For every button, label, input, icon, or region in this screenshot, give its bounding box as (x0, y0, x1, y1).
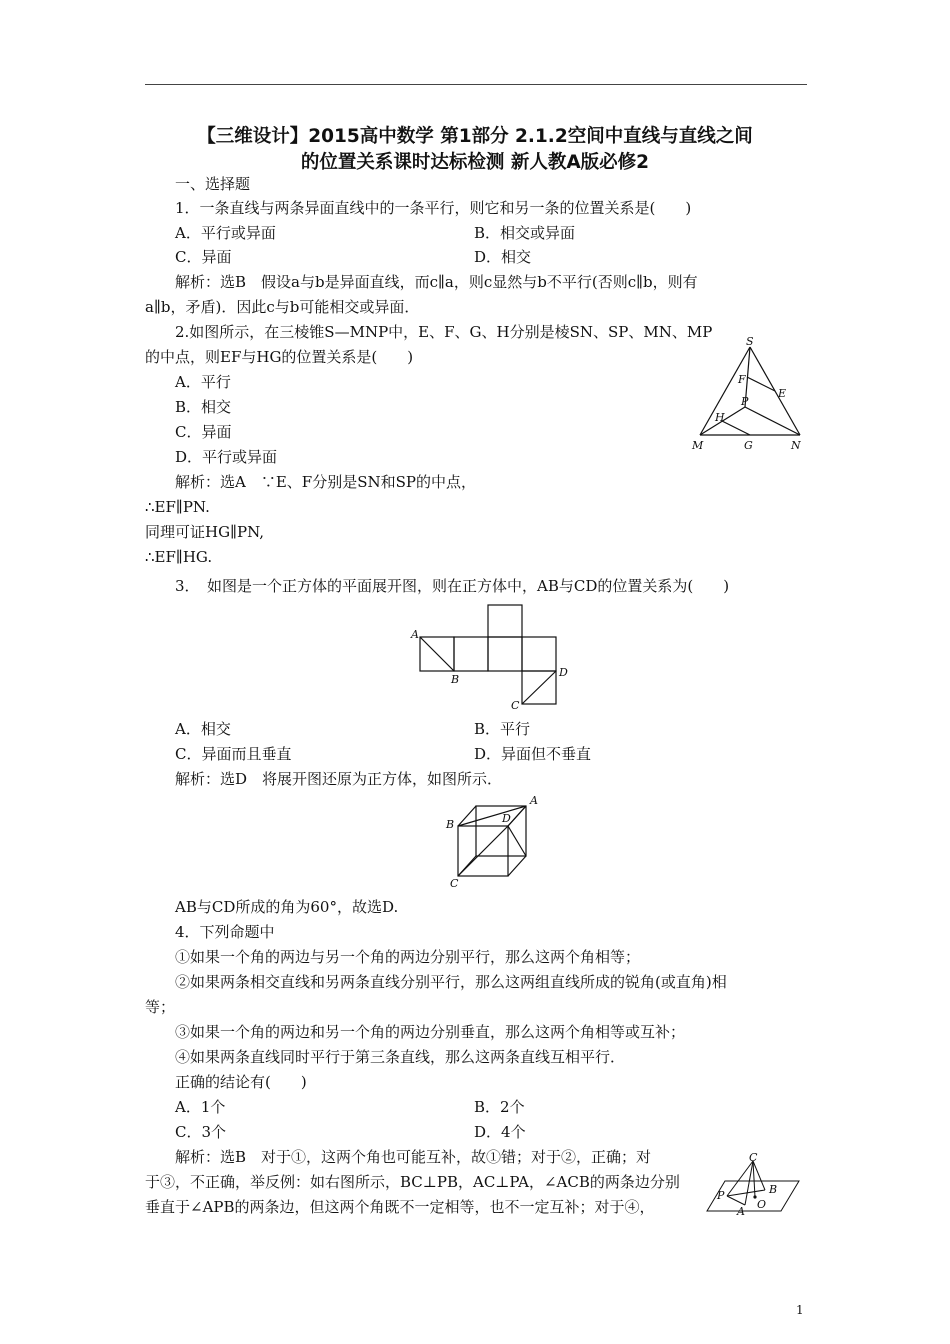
fig4-label-b: B (769, 1183, 778, 1196)
q4-proposition-1: ①如果一个角的两边与另一个角的两边分别平行，那么这两个角相等； (175, 948, 641, 966)
q3-option-d: D．异面但不垂直 (474, 745, 592, 763)
net-label-a: A (411, 628, 419, 641)
q4-option-a: A．1个 (175, 1098, 226, 1116)
q4-option-d: D．4个 (474, 1123, 526, 1141)
header-rule (145, 84, 807, 85)
q2-option-d: D．平行或异面 (175, 448, 278, 466)
fig4-label-a: A (737, 1205, 745, 1218)
doc-title-line1: 【三维设计】2015高中数学 第1部分 2.1.2空间中直线与直线之间 (197, 126, 753, 147)
cube-label-d: D (502, 812, 511, 825)
label-n: N (791, 439, 801, 452)
q3-stem: 3． 如图是一个正方体的平面展开图，则在正方体中，AB与CD的位置关系为( ) (175, 577, 730, 595)
q4-proposition-4: ④如果两条直线同时平行于第三条直线，那么这两条直线互相平行． (175, 1048, 626, 1066)
cube-label-b: B (446, 818, 455, 831)
fig4-label-o: O (757, 1198, 767, 1211)
pyramid-figure (690, 335, 810, 457)
q2-option-a: A．平行 (175, 373, 231, 391)
q2-solution-line4: ∴EF∥HG. (145, 548, 213, 566)
q4-proposition-2a: ②如果两条相交直线和另两条直线分别平行，那么这两组直线所成的锐角(或直角)相 (175, 973, 727, 991)
q4-ask: 正确的结论有( ) (175, 1073, 307, 1091)
section-heading: 一、选择题 (175, 175, 251, 193)
label-g: G (744, 439, 753, 452)
cube-figure (442, 792, 546, 892)
q3-option-c: C．异面而且垂直 (175, 745, 292, 763)
q1-solution-line2: a∥b，矛盾)．因此c与b可能相交或异面． (145, 298, 420, 316)
q3-solution-line1: 解析：选D 将展开图还原为正方体，如图所示． (175, 770, 503, 788)
q1-solution-line1: 解析：选B 假设a与b是异面直线，而c∥a，则c显然与b不平行(否则c∥b，则有 (175, 273, 698, 291)
label-h: H (715, 411, 725, 424)
page-number: 1 (796, 1303, 804, 1317)
q2-solution-line1: 解析：选A ∵E、F分别是SN和SP的中点， (175, 473, 476, 491)
q2-option-c: C．异面 (175, 423, 232, 441)
q2-solution-line2: ∴EF∥PN. (145, 498, 210, 516)
plane-angle-figure (705, 1153, 805, 1219)
q4-solution-line2: 于③，不正确，举反例：如右图所示，BC⊥PB，AC⊥PA，∠ACB的两条边分别 (145, 1173, 680, 1191)
q4-option-c: C．3个 (175, 1123, 227, 1141)
q3-solution-line2: AB与CD所成的角为60°，故选D. (175, 898, 399, 916)
q2-solution-line3: 同理可证HG∥PN, (145, 523, 265, 541)
label-m: M (692, 439, 704, 452)
q4-proposition-3: ③如果一个角的两边和另一个角的两边分别垂直，那么这两个角相等或互补； (175, 1023, 686, 1041)
q3-option-a: A．相交 (175, 720, 231, 738)
doc-title-line2: 的位置关系课时达标检测 新人教A版必修2 (300, 152, 650, 173)
q1-stem: 1．一条直线与两条异面直线中的一条平行，则它和另一条的位置关系是( ) (175, 199, 692, 217)
q3-option-b: B．平行 (474, 720, 531, 738)
q2-option-b: B．相交 (175, 398, 232, 416)
cube-label-c: C (450, 877, 459, 890)
q4-proposition-2b: 等； (145, 998, 176, 1016)
q1-option-d: D．相交 (474, 248, 532, 266)
q1-option-b: B．相交或异面 (474, 224, 576, 242)
q4-solution-line1: 解析：选B 对于①，这两个角也可能互补，故①错；对于②，正确；对 (175, 1148, 652, 1166)
net-label-c: C (511, 699, 520, 712)
net-label-b: B (451, 673, 460, 686)
q2-stem-line1: 2.如图所示，在三棱锥S—MNP中，E、F、G、H分别是棱SN、SP、MN、MP (175, 323, 713, 341)
q1-option-a: A．平行或异面 (175, 224, 276, 242)
q4-solution-line3: 垂直于∠APB的两条边，但这两个角既不一定相等，也不一定互补；对于④， (145, 1198, 655, 1216)
q4-stem: 4．下列命题中 (175, 923, 275, 941)
cube-net-figure (410, 602, 580, 714)
q2-stem-line2: 的中点，则EF与HG的位置关系是( ) (145, 348, 414, 366)
label-p: P (741, 395, 749, 408)
q1-option-c: C．异面 (175, 248, 232, 266)
label-s: S (746, 335, 754, 348)
fig4-label-c: C (749, 1153, 758, 1164)
fig4-label-p: P (717, 1189, 725, 1202)
label-f: F (738, 373, 746, 386)
net-label-d: D (559, 666, 568, 679)
cube-label-a: A (530, 794, 538, 807)
label-e: E (778, 387, 787, 400)
q4-option-b: B．2个 (474, 1098, 525, 1116)
